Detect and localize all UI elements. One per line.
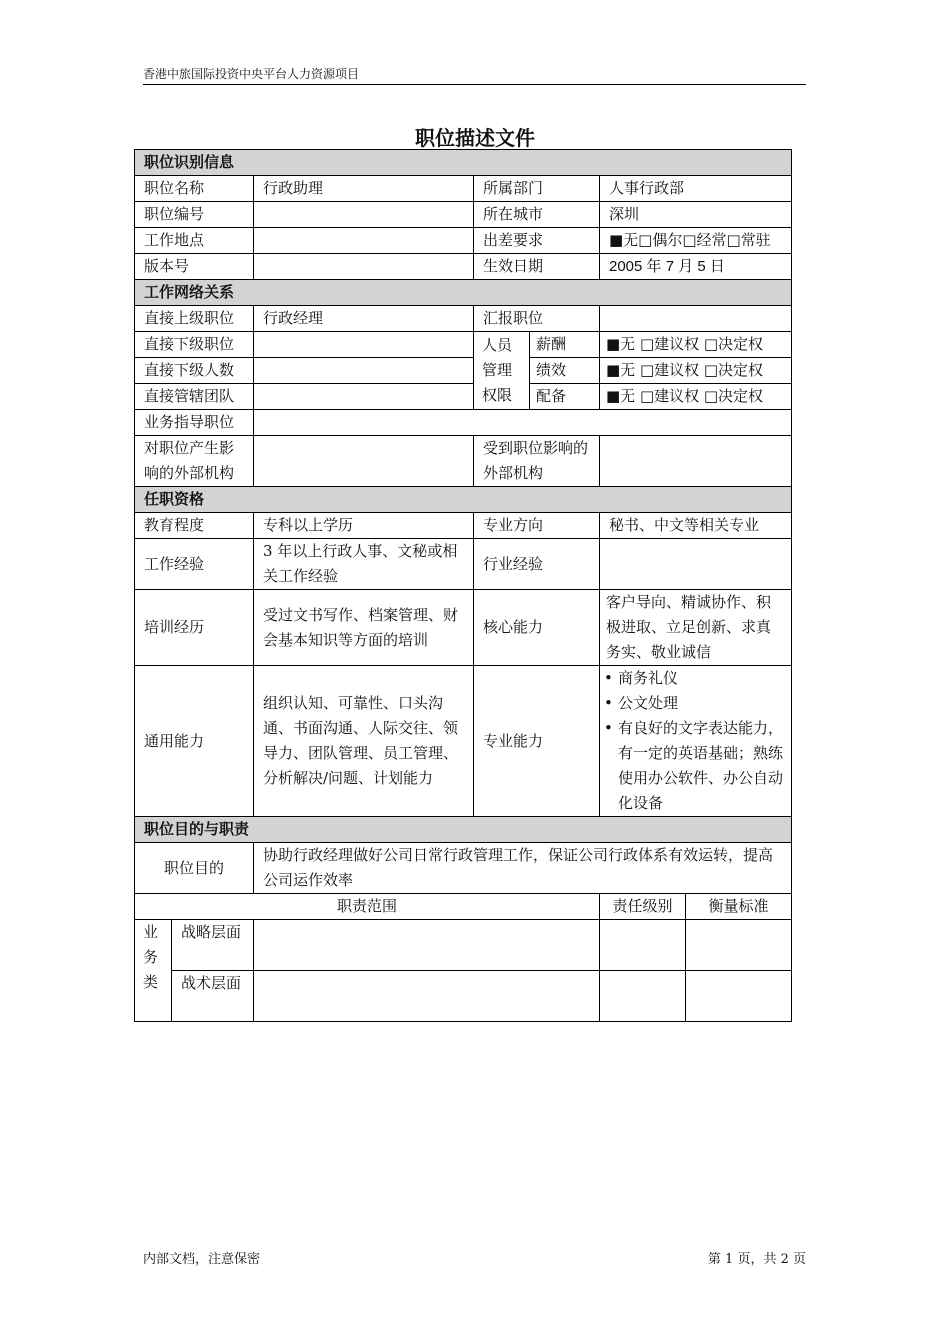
effective-value: 2005 年 7 月 5 日 (600, 254, 792, 280)
education-value: 专科以上学历 (254, 513, 474, 539)
tactic-label: 战术层面 (172, 971, 254, 1022)
section-qualification: 任职资格 (135, 487, 792, 513)
industry-value (600, 539, 792, 590)
education-label: 教育程度 (135, 513, 254, 539)
major-value: 秘书、中文等相关专业 (600, 513, 792, 539)
sub-value (254, 332, 474, 358)
dept-value: 人事行政部 (600, 176, 792, 202)
major-label: 专业方向 (474, 513, 600, 539)
effective-label: 生效日期 (474, 254, 600, 280)
general-label: 通用能力 (135, 666, 254, 817)
section-network: 工作网络关系 (135, 280, 792, 306)
professional-list-cell (600, 666, 792, 817)
authority-value-performance: ■无 □建议权 □决定权 (600, 358, 792, 384)
authority-item-performance: 绩效 (530, 358, 600, 384)
strategy-standard (686, 920, 792, 971)
purpose-label: 职位目的 (135, 843, 254, 894)
authority-label: 人员管理权限 (474, 332, 530, 410)
training-label: 培训经历 (135, 590, 254, 666)
report-value (600, 306, 792, 332)
code-value (254, 202, 474, 228)
industry-label: 行业经验 (474, 539, 600, 590)
version-value (254, 254, 474, 280)
section-identify: 职位识别信息 (135, 150, 792, 176)
tactic-scope (254, 971, 600, 1022)
authority-item-staffing: 配备 (530, 384, 600, 410)
sub-count-value (254, 358, 474, 384)
strategy-level (600, 920, 686, 971)
external-affect-value (254, 436, 474, 487)
professional-item: • 公文处理 (602, 691, 785, 716)
location-value (254, 228, 474, 254)
section-purpose: 职位目的与职责 (135, 817, 792, 843)
level-header: 责任级别 (600, 894, 686, 920)
page-header: 香港中旅国际投资中央平台人力资源项目 (143, 64, 806, 85)
category-label: 业务类 (135, 920, 172, 1022)
strategy-scope (254, 920, 600, 971)
sub-count-label: 直接下级人数 (135, 358, 254, 384)
dept-label: 所属部门 (474, 176, 600, 202)
professional-item: • 有良好的文字表达能力，有一定的英语基础；熟练使用办公软件、办公自动化设备 (602, 716, 785, 816)
professional-item: • 商务礼仪 (602, 666, 785, 691)
standard-header: 衡量标准 (686, 894, 792, 920)
external-affect-label: 对职位产生影响的外部机构 (135, 436, 254, 487)
external-affected-value (600, 436, 792, 487)
core-value: 客户导向、精诚协作、积极进取、立足创新、求真务实、敬业诚信 (600, 590, 792, 666)
name-label: 职位名称 (135, 176, 254, 202)
scope-header: 职责范围 (135, 894, 600, 920)
purpose-value: 协助行政经理做好公司日常行政管理工作，保证公司行政体系有效运转，提高公司运作效率 (254, 843, 792, 894)
professional-label: 专业能力 (474, 666, 600, 817)
general-value: 组织认知、可靠性、口头沟通、书面沟通、人际交往、领导力、团队管理、员工管理、分析解决/问题、计划能力 (254, 666, 474, 817)
city-value: 深圳 (600, 202, 792, 228)
location-label: 工作地点 (135, 228, 254, 254)
experience-value: 3 年以上行政人事、文秘或相关工作经验 (254, 539, 474, 590)
document-title: 职位描述文件 (415, 126, 535, 150)
external-affected-label: 受到职位影响的外部机构 (474, 436, 600, 487)
experience-label: 工作经验 (135, 539, 254, 590)
superior-value: 行政经理 (254, 306, 474, 332)
superior-label: 直接上级职位 (135, 306, 254, 332)
training-value: 受过文书写作、档案管理、财会基本知识等方面的培训 (254, 590, 474, 666)
authority-value-staffing: ■无 □建议权 □决定权 (600, 384, 792, 410)
code-label: 职位编号 (135, 202, 254, 228)
team-label: 直接管辖团队 (135, 384, 254, 410)
footer-right: 第 1 页，共 2 页 (707, 1252, 806, 1267)
guide-label: 业务指导职位 (135, 410, 254, 436)
professional-list (602, 666, 785, 816)
footer-left: 内部文档，注意保密 (143, 1252, 261, 1267)
report-label: 汇报职位 (474, 306, 600, 332)
authority-item-salary: 薪酬 (530, 332, 600, 358)
version-label: 版本号 (135, 254, 254, 280)
sub-label: 直接下级职位 (135, 332, 254, 358)
team-value (254, 384, 474, 410)
job-description-table (134, 149, 792, 1022)
travel-label: 出差要求 (474, 228, 600, 254)
tactic-level (600, 971, 686, 1022)
tactic-standard (686, 971, 792, 1022)
strategy-label: 战略层面 (172, 920, 254, 971)
travel-value: ■无□偶尔□经常□常驻 (600, 228, 792, 254)
guide-value (254, 410, 792, 436)
core-label: 核心能力 (474, 590, 600, 666)
city-label: 所在城市 (474, 202, 600, 228)
authority-value-salary: ■无 □建议权 □决定权 (600, 332, 792, 358)
name-value: 行政助理 (254, 176, 474, 202)
